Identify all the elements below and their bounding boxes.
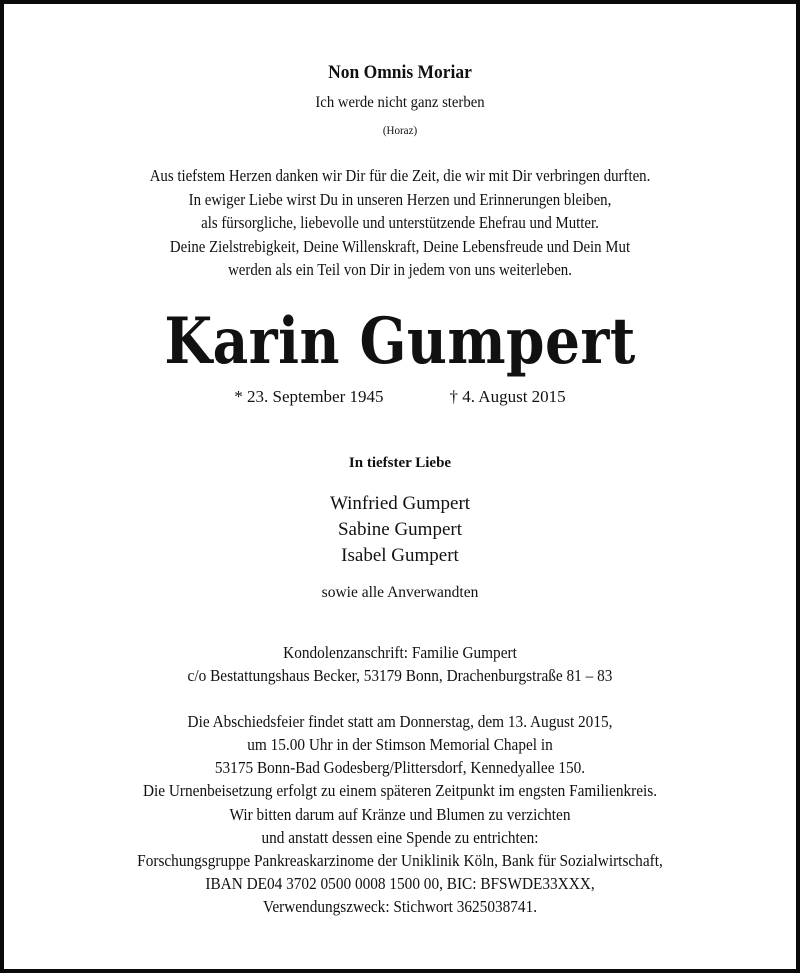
donation-info xyxy=(44,803,757,918)
tribute-line: Aus tiefstem Herzen danken wir Dir für die Zeit, die wir mit Dir verbringen durften. xyxy=(149,166,651,185)
ceremony-line: 53175 Bonn-Bad Godesberg/Plittersdorf, Kennedyallee 150. xyxy=(214,758,586,777)
deceased-name: Karin Gumpert xyxy=(164,304,636,379)
condolence-line: c/o Bestattungshaus Becker, 53179 Bonn, Drachenburgstraße 81 – 83 xyxy=(187,666,613,685)
donation-line: IBAN DE04 3702 0500 0008 1500 00, BIC: BFSWDE33XXX, xyxy=(205,874,595,893)
tribute-line: werden als ein Teil von Dir in jedem von uns weiterleben. xyxy=(228,260,572,279)
motto-author: (Horaz) xyxy=(382,123,418,137)
life-dates xyxy=(4,387,796,407)
condolence-line: Kondolenzanschrift: Familie Gumpert xyxy=(283,643,517,662)
mourner-name: Winfried Gumpert xyxy=(329,493,471,514)
tribute-text xyxy=(44,164,757,282)
donation-line: Forschungsgruppe Pankreaskarzinome der Uniklinik Köln, Bank für Sozialwirtschaft, xyxy=(137,851,663,870)
ceremony-line: Die Urnenbeisetzung erfolgt zu einem späteren Zeitpunkt im engsten Familienkreis. xyxy=(142,781,658,800)
tribute-line: In ewiger Liebe wirst Du in unseren Herzen und Erinnerungen bleiben, xyxy=(188,189,612,209)
mourner-name: Isabel Gumpert xyxy=(341,545,459,566)
tribute-line: als fürsorgliche, liebevolle und unterstützende Ehefrau und Mutter. xyxy=(201,213,599,232)
ceremony-info xyxy=(44,710,757,802)
relatives-note: sowie alle Anverwandten xyxy=(321,584,479,601)
birth-date: * 23. September 1945 xyxy=(234,387,384,406)
mourners-list xyxy=(4,491,796,569)
donation-line: und anstatt dessen eine Spende zu entrichten: xyxy=(261,828,539,847)
death-date: † 4. August 2015 xyxy=(449,387,566,406)
mourners-heading: In tiefster Liebe xyxy=(348,455,452,471)
donation-line: Wir bitten darum auf Kränze und Blumen zu verzichten xyxy=(229,805,571,824)
motto-translation: Ich werde nicht ganz sterben xyxy=(315,94,485,111)
ceremony-line: Die Abschiedsfeier findet statt am Donnerstag, dem 13. August 2015, xyxy=(187,712,613,731)
tribute-line: Deine Zielstrebigkeit, Deine Willenskraft, Deine Lebensfreude und Dein Mut xyxy=(169,236,631,256)
donation-line: Verwendungszweck: Stichwort 3625038741. xyxy=(262,897,538,916)
ceremony-line: um 15.00 Uhr in der Stimson Memorial Chapel in xyxy=(247,735,553,754)
mourner-name: Sabine Gumpert xyxy=(337,519,462,540)
condolence-address xyxy=(44,641,757,687)
motto-title: Non Omnis Moriar xyxy=(328,62,472,83)
